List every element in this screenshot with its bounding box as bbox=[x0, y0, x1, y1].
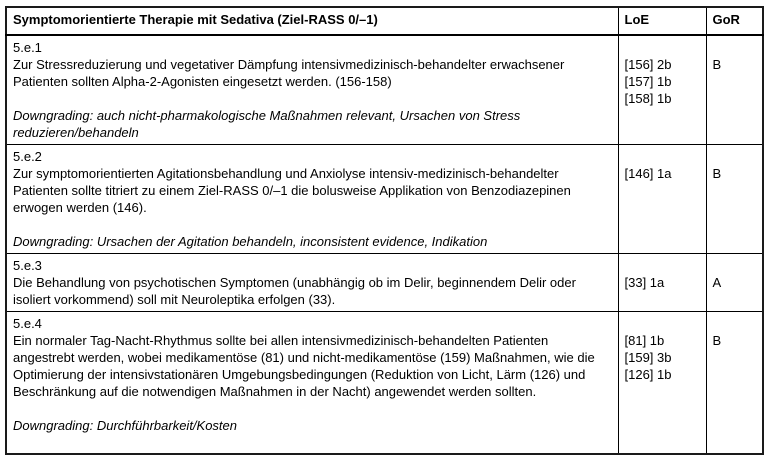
gor-grade: B bbox=[712, 333, 722, 348]
gor-grade: B bbox=[712, 57, 722, 72]
loe-reference: [81] 1b bbox=[624, 333, 665, 348]
loe-reference: [158] 1b bbox=[624, 91, 672, 106]
recommendation-id: 5.e.2 bbox=[13, 149, 42, 164]
spacer bbox=[625, 148, 700, 165]
gor-cell bbox=[706, 35, 763, 145]
spacer bbox=[13, 216, 612, 233]
loe-cell bbox=[618, 145, 706, 254]
downgrading-note: Downgrading: Ursachen der Agitation behandeln, inconsistent evidence, Indikation bbox=[13, 234, 488, 249]
recommendation-cell bbox=[6, 145, 618, 254]
recommendation-id: 5.e.3 bbox=[13, 258, 42, 273]
loe-reference: [146] 1a bbox=[624, 166, 672, 181]
spacer bbox=[625, 39, 700, 56]
loe-reference: [126] 1b bbox=[624, 367, 672, 382]
recommendation-text: Zur symptomorientierten Agitationsbehandlung und Anxiolyse intensiv-medizinisch-behandelter Patienten sollte titriert zu einem Ziel-RASS 0/–1 die bolusweise Applikation von Benzodiazepinen erwogen werden (146). bbox=[13, 166, 571, 215]
recommendation-text: Ein normaler Tag-Nacht-Rhythmus sollte bei allen intensivmedizinisch-behandelten Patienten angestrebt werden, wobei medikamentöse (81) und nicht-medikamentöse (159) Maßnahmen, wie die Optimierung der intensivstationären Umgebungsbedingungen (Reduktion von Licht, Lärm (126) und Beschränkung auf die notwendigen Maßnahmen in der Nacht) angewendet werden sollten. bbox=[13, 333, 595, 399]
recommendation-id: 5.e.4 bbox=[13, 316, 42, 331]
table-header-row bbox=[6, 7, 763, 35]
recommendation-text: Zur Stressreduzierung und vegetativer Dämpfung intensivmedizinisch-behandelter erwachsener Patienten sollten Alpha-2-Agonisten eingesetzt werden. (156-158) bbox=[13, 57, 565, 89]
downgrading-note: Downgrading: auch nicht-pharmakologische Maßnahmen relevant, Ursachen von Stress reduzieren/behandeln bbox=[13, 108, 521, 140]
gor-cell bbox=[706, 312, 763, 455]
downgrading-note: Downgrading: Durchführbarkeit/Kosten bbox=[13, 418, 238, 433]
recommendation-cell bbox=[6, 254, 618, 312]
spacer bbox=[13, 400, 612, 417]
spacer bbox=[713, 315, 757, 332]
loe-reference: [33] 1a bbox=[624, 275, 665, 290]
column-header-gor: GoR bbox=[706, 7, 763, 35]
loe-cell bbox=[618, 35, 706, 145]
recommendation-cell bbox=[6, 312, 618, 455]
table-row bbox=[6, 35, 763, 145]
loe-cell bbox=[618, 254, 706, 312]
column-header-loe: LoE bbox=[618, 7, 706, 35]
loe-reference: [157] 1b bbox=[624, 74, 672, 89]
table-row bbox=[6, 254, 763, 312]
recommendation-id: 5.e.1 bbox=[13, 40, 42, 55]
table-row bbox=[6, 312, 763, 455]
gor-grade: A bbox=[712, 275, 722, 290]
loe-reference: [156] 2b bbox=[624, 57, 672, 72]
table-row bbox=[6, 145, 763, 254]
spacer bbox=[713, 39, 757, 56]
recommendation-text: Die Behandlung von psychotischen Symptomen (unabhängig ob im Delir, beginnendem Delir oder isoliert vorkommend) soll mit Neuroleptika erfolgen (33). bbox=[13, 275, 576, 307]
gor-cell bbox=[706, 145, 763, 254]
gor-cell bbox=[706, 254, 763, 312]
recommendation-table bbox=[5, 6, 764, 455]
loe-cell bbox=[618, 312, 706, 455]
table-title: Symptomorientierte Therapie mit Sedativa (Ziel-RASS 0/–1) bbox=[6, 7, 618, 35]
gor-grade: B bbox=[712, 166, 722, 181]
spacer bbox=[625, 315, 700, 332]
spacer bbox=[713, 257, 757, 274]
recommendation-cell bbox=[6, 35, 618, 145]
loe-reference: [159] 3b bbox=[624, 350, 672, 365]
spacer bbox=[713, 148, 757, 165]
spacer bbox=[625, 257, 700, 274]
spacer bbox=[13, 90, 612, 107]
